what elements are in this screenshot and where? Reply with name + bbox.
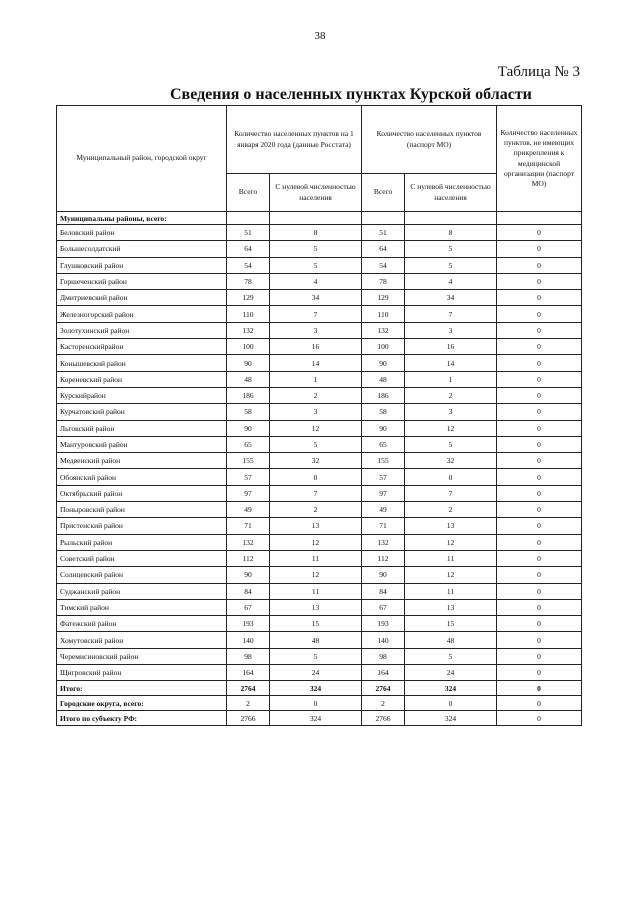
cell-zero2: 324: [405, 681, 497, 696]
cell-none: 0: [497, 241, 582, 257]
cell-none: 0: [497, 257, 582, 273]
section-row: [57, 212, 582, 225]
header-count-passport: Количество населенных пунктов (паспорт МО): [362, 106, 497, 174]
cell-total1: 84: [227, 583, 270, 599]
cell-total2: 186: [362, 387, 405, 403]
cell-none: 0: [497, 648, 582, 664]
cell-total2: 49: [362, 502, 405, 518]
cell-none: 0: [497, 665, 582, 681]
cell-zero2: 3: [405, 404, 497, 420]
table-row: [57, 583, 582, 599]
cell-total2: 58: [362, 404, 405, 420]
cell-zero2: 24: [405, 665, 497, 681]
cell-zero1: 34: [270, 290, 362, 306]
cell-total2: 64: [362, 241, 405, 257]
cell-total1: 90: [227, 420, 270, 436]
cell-zero2: 34: [405, 290, 497, 306]
district-name: Городские округа, всего:: [57, 696, 227, 711]
cell-none: 0: [497, 567, 582, 583]
cell-total2: 100: [362, 339, 405, 355]
cell-total2: 110: [362, 306, 405, 322]
cell-zero1: 7: [270, 485, 362, 501]
cell-total2: 67: [362, 599, 405, 615]
cell-none: 0: [497, 518, 582, 534]
cell-zero2: 12: [405, 567, 497, 583]
cell-total1: 129: [227, 290, 270, 306]
cell-zero2: 5: [405, 241, 497, 257]
table-row: [57, 502, 582, 518]
district-name: Обоянский район: [57, 469, 227, 485]
cell-none: 0: [497, 436, 582, 452]
cell-total1: 164: [227, 665, 270, 681]
cell-total2: 155: [362, 453, 405, 469]
cell-total2: 90: [362, 420, 405, 436]
cell-total2: 140: [362, 632, 405, 648]
cell-zero2: 13: [405, 599, 497, 615]
cell-none: 0: [497, 387, 582, 403]
cell-zero1: 1: [270, 371, 362, 387]
table-row: [57, 453, 582, 469]
cell-zero2: 16: [405, 339, 497, 355]
cell-total2: 57: [362, 469, 405, 485]
table-row: [57, 355, 582, 371]
cell-zero1: 12: [270, 534, 362, 550]
cell-zero2: 3: [405, 322, 497, 338]
table-row: [57, 322, 582, 338]
cell-total2: 90: [362, 355, 405, 371]
cell-none: 0: [497, 306, 582, 322]
cell-zero1: 12: [270, 567, 362, 583]
cell-zero2: 15: [405, 616, 497, 632]
section-label: Муниципальны районы, всего:: [57, 212, 227, 225]
cell-total1: 58: [227, 404, 270, 420]
cell-total2: 132: [362, 534, 405, 550]
cell-zero1: 5: [270, 436, 362, 452]
cell-zero1: 13: [270, 599, 362, 615]
district-name: Кореневский район: [57, 371, 227, 387]
cell-zero2: 48: [405, 632, 497, 648]
cell-zero1: 0: [270, 469, 362, 485]
total-row: [57, 711, 582, 726]
cell-zero2: 12: [405, 420, 497, 436]
table-row: [57, 616, 582, 632]
cell-none: 0: [497, 599, 582, 615]
cell-zero2: 8: [405, 225, 497, 241]
district-name: Касторенскийрайон: [57, 339, 227, 355]
cell-zero1: 32: [270, 453, 362, 469]
cell-total1: 100: [227, 339, 270, 355]
cell-zero2: 0: [405, 696, 497, 711]
cell-total1: 90: [227, 355, 270, 371]
district-name: Золотухинский район: [57, 322, 227, 338]
cell-zero2: 324: [405, 711, 497, 726]
cell-zero1: 13: [270, 518, 362, 534]
cell-none: 0: [497, 681, 582, 696]
district-name: Глушковский район: [57, 257, 227, 273]
cell-total2: 51: [362, 225, 405, 241]
cell-zero1: 24: [270, 665, 362, 681]
cell-zero1: 0: [270, 696, 362, 711]
district-name: Медвенский район: [57, 453, 227, 469]
cell-zero1: 12: [270, 420, 362, 436]
cell-total1: 65: [227, 436, 270, 452]
district-name: Тимский район: [57, 599, 227, 615]
header-total-rosstat: Всего: [227, 174, 270, 212]
district-name: Железногорский район: [57, 306, 227, 322]
cell-zero1: 4: [270, 273, 362, 289]
cell-none: 0: [497, 550, 582, 566]
district-name: Щигровский район: [57, 665, 227, 681]
cell-zero1: 324: [270, 711, 362, 726]
cell-zero2: 2: [405, 387, 497, 403]
cell-zero2: 13: [405, 518, 497, 534]
cell-none: 0: [497, 632, 582, 648]
table-row: [57, 665, 582, 681]
district-name: Итого по субъекту РФ:: [57, 711, 227, 726]
table-row: [57, 306, 582, 322]
table-row: [57, 339, 582, 355]
cell-zero1: 16: [270, 339, 362, 355]
district-name: Фатежский район: [57, 616, 227, 632]
district-name: Курскийрайон: [57, 387, 227, 403]
cell-total1: 71: [227, 518, 270, 534]
cell-zero1: 3: [270, 404, 362, 420]
cell-total2: 2764: [362, 681, 405, 696]
district-name: Горшеченский район: [57, 273, 227, 289]
cell-none: 0: [497, 404, 582, 420]
cell-total1: 64: [227, 241, 270, 257]
cell-total1: 2766: [227, 711, 270, 726]
cell-zero2: 5: [405, 257, 497, 273]
cell-zero1: 11: [270, 550, 362, 566]
total-row: [57, 681, 582, 696]
header-district: Муниципальный район, городской округ: [57, 106, 227, 212]
cell-total2: 78: [362, 273, 405, 289]
district-name: Большесолдатский: [57, 241, 227, 257]
district-name: Поныровский район: [57, 502, 227, 518]
cell-total1: 132: [227, 322, 270, 338]
cell-zero2: 5: [405, 436, 497, 452]
district-name: Советский район: [57, 550, 227, 566]
cell-total1: 51: [227, 225, 270, 241]
cell-total1: 132: [227, 534, 270, 550]
cell-none: 0: [497, 420, 582, 436]
cell-total1: 2764: [227, 681, 270, 696]
cell-none: 0: [497, 616, 582, 632]
cell-none: 0: [497, 339, 582, 355]
header-count-rosstat: Количество населенных пунктов на 1 января 2020 года (данные Росстата): [227, 106, 362, 174]
cell-total1: 97: [227, 485, 270, 501]
cell-total2: 132: [362, 322, 405, 338]
cell-total1: 90: [227, 567, 270, 583]
cell-none: 0: [497, 273, 582, 289]
cell-none: 0: [497, 711, 582, 726]
cell-total2: 2: [362, 696, 405, 711]
settlements-table: [56, 105, 582, 726]
cell-none: 0: [497, 583, 582, 599]
table-row: [57, 599, 582, 615]
page-title: Сведения о населенных пунктах Курской области: [170, 86, 532, 103]
district-name: Итого:: [57, 681, 227, 696]
district-name: Черемисиновский район: [57, 648, 227, 664]
cell-none: 0: [497, 225, 582, 241]
cell-none: 0: [497, 371, 582, 387]
table-row: [57, 632, 582, 648]
cell-zero1: 8: [270, 225, 362, 241]
cell-zero2: 4: [405, 273, 497, 289]
table-row: [57, 550, 582, 566]
cell-zero2: 5: [405, 648, 497, 664]
table-row: [57, 420, 582, 436]
district-name: Беловский район: [57, 225, 227, 241]
cell-total2: 98: [362, 648, 405, 664]
header-zero-rosstat: С нулевой численностью населения: [270, 174, 362, 212]
cell-none: 0: [497, 696, 582, 711]
district-name: Льговский район: [57, 420, 227, 436]
cell-zero2: 12: [405, 534, 497, 550]
table-row: [57, 534, 582, 550]
table-row: [57, 241, 582, 257]
cell-none: 0: [497, 469, 582, 485]
district-name: Солнцевский район: [57, 567, 227, 583]
table-row: [57, 648, 582, 664]
cell-none: 0: [497, 485, 582, 501]
cell-total2: 48: [362, 371, 405, 387]
page-number: 38: [314, 30, 326, 42]
cell-none: 0: [497, 355, 582, 371]
cell-zero1: 2: [270, 502, 362, 518]
table-row: [57, 290, 582, 306]
cell-zero2: 32: [405, 453, 497, 469]
table-row: [57, 273, 582, 289]
cell-total1: 54: [227, 257, 270, 273]
header-total-passport: Всего: [362, 174, 405, 212]
cell-zero1: 2: [270, 387, 362, 403]
cell-total1: 67: [227, 599, 270, 615]
table-row: [57, 257, 582, 273]
cell-total1: 2: [227, 696, 270, 711]
district-name: Суджанский район: [57, 583, 227, 599]
cell-total2: 164: [362, 665, 405, 681]
district-name: Пристенский район: [57, 518, 227, 534]
cell-total2: 193: [362, 616, 405, 632]
cell-zero2: 7: [405, 485, 497, 501]
cell-total2: 90: [362, 567, 405, 583]
cell-zero2: 1: [405, 371, 497, 387]
cell-total2: 2766: [362, 711, 405, 726]
cell-total1: 49: [227, 502, 270, 518]
district-name: Мантуровский район: [57, 436, 227, 452]
cell-zero1: 15: [270, 616, 362, 632]
cell-zero2: 14: [405, 355, 497, 371]
cell-none: 0: [497, 534, 582, 550]
table-row: [57, 485, 582, 501]
cell-zero2: 0: [405, 469, 497, 485]
cell-zero1: 5: [270, 257, 362, 273]
cell-zero2: 11: [405, 550, 497, 566]
table-row: [57, 404, 582, 420]
district-name: Рыльский район: [57, 534, 227, 550]
cell-zero2: 7: [405, 306, 497, 322]
cell-total2: 71: [362, 518, 405, 534]
cell-zero1: 14: [270, 355, 362, 371]
cell-total1: 57: [227, 469, 270, 485]
cell-zero1: 324: [270, 681, 362, 696]
cell-total1: 98: [227, 648, 270, 664]
table-row: [57, 469, 582, 485]
district-name: Дмитриевский район: [57, 290, 227, 306]
cell-none: 0: [497, 290, 582, 306]
header-no-attachment: Количество населенных пунктов, не имеющих прикрепления к медицинской организации (паспорт МО): [497, 106, 582, 212]
table-row: [57, 436, 582, 452]
cell-zero1: 5: [270, 648, 362, 664]
table-row: [57, 518, 582, 534]
district-name: Октябрьский район: [57, 485, 227, 501]
cell-zero2: 2: [405, 502, 497, 518]
cell-total1: 112: [227, 550, 270, 566]
cell-total1: 140: [227, 632, 270, 648]
district-name: Курчатовский район: [57, 404, 227, 420]
table-row: [57, 387, 582, 403]
district-name: Хомутовский район: [57, 632, 227, 648]
cell-total2: 112: [362, 550, 405, 566]
cell-zero1: 11: [270, 583, 362, 599]
cell-total2: 129: [362, 290, 405, 306]
cell-zero1: 5: [270, 241, 362, 257]
cell-zero1: 7: [270, 306, 362, 322]
cell-total1: 48: [227, 371, 270, 387]
cell-zero2: 11: [405, 583, 497, 599]
cell-total2: 84: [362, 583, 405, 599]
cell-none: 0: [497, 322, 582, 338]
cell-total1: 110: [227, 306, 270, 322]
total-row: [57, 696, 582, 711]
cell-none: 0: [497, 453, 582, 469]
cell-total1: 186: [227, 387, 270, 403]
cell-zero1: 3: [270, 322, 362, 338]
cell-none: 0: [497, 502, 582, 518]
cell-total1: 155: [227, 453, 270, 469]
table-row: [57, 371, 582, 387]
cell-total1: 78: [227, 273, 270, 289]
cell-total1: 193: [227, 616, 270, 632]
cell-total2: 65: [362, 436, 405, 452]
cell-total2: 97: [362, 485, 405, 501]
header-zero-passport: С нулевой численностью населения: [405, 174, 497, 212]
district-name: Конышевский район: [57, 355, 227, 371]
table-label: Таблица № 3: [497, 64, 580, 80]
table-row: [57, 225, 582, 241]
cell-total2: 54: [362, 257, 405, 273]
cell-zero1: 48: [270, 632, 362, 648]
table-row: [57, 567, 582, 583]
